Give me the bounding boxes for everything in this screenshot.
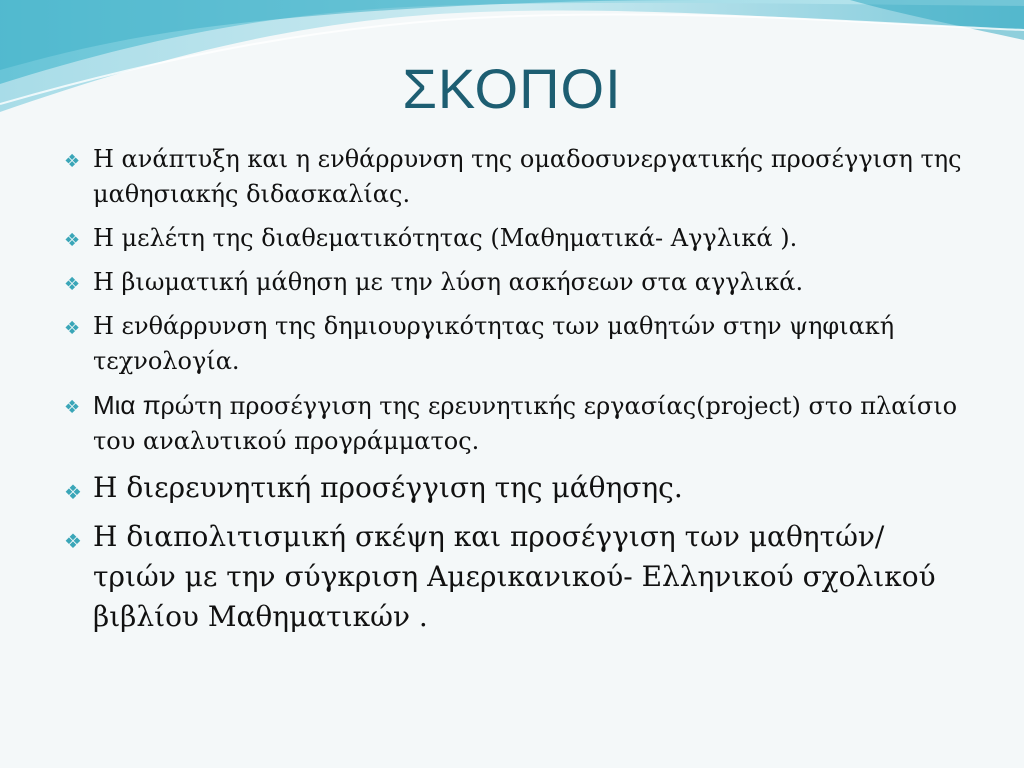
diamond-bullet-icon: ❖ [64,274,81,295]
diamond-bullet-icon: ❖ [64,230,81,251]
list-item-text: Η ενθάρρυνση της δημιουργικότητας των μαθητών στην ψηφιακή τεχνολογία. [93,312,895,375]
list-item-lead: Μια π [93,390,161,420]
list-item-text: Η μελέτη της διαθεματικότητας (Μαθηματικά- Αγγλικά ). [93,224,798,252]
diamond-bullet-icon: ❖ [64,318,81,339]
list-item-text: Η ανάπτυξη και η ενθάρρυνση της ομαδοσυνεργατικής προσέγγιση της μαθησιακής διδασκαλίας. [93,145,962,208]
list-item-text: Η διαπολιτισμική σκέψη και προσέγγιση των μαθητών/τριών με την σύγκριση Αμερικανικού- Ελληνικού σχολικού βιβλίου Μαθηματικών . [93,520,936,633]
list-item-text: Η διερευνητική προσέγγιση της μάθησης. [93,471,683,504]
list-item [64,221,964,256]
list-item [64,388,964,459]
diamond-bullet-icon: ❖ [64,151,81,172]
list-item [64,468,964,508]
diamond-bullet-icon: ❖ [64,397,81,418]
list-item [64,265,964,300]
list-item-text: Η βιωματική μάθηση με την λύση ασκήσεων στα αγγλικά. [93,268,804,296]
list-item [64,517,964,637]
list-item-text: ρώτη προσέγγιση της ερευνητικής εργασίας(project) στο πλαίσιο του αναλυτικού προγράμματος. [93,392,958,455]
diamond-bullet-icon: ❖ [64,529,82,553]
list-item [64,309,964,379]
slide-title: ΣΚΟΠΟΙ [402,57,622,120]
list-item [64,142,964,212]
goals-list [64,142,964,646]
diamond-bullet-icon: ❖ [64,480,82,504]
